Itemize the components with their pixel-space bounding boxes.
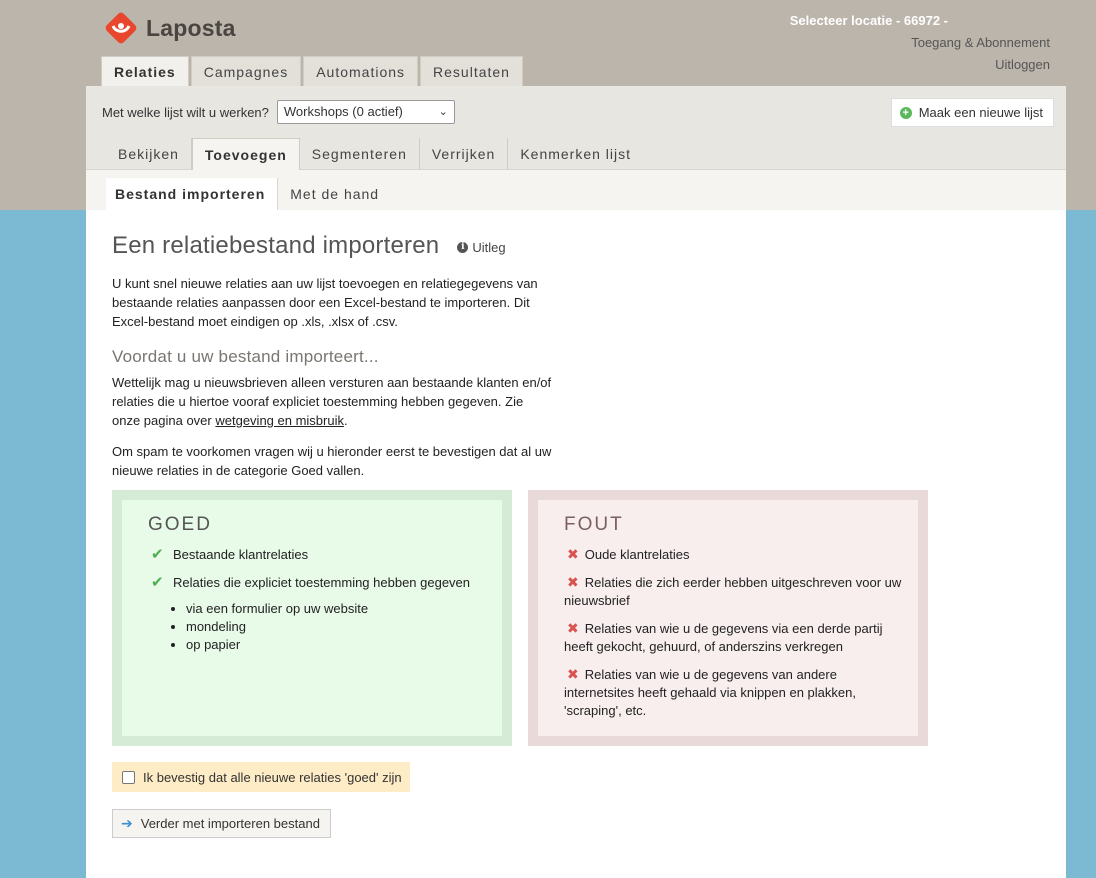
new-list-button-label: Maak een nieuwe lijst [918, 105, 1043, 120]
plus-icon: + [900, 107, 912, 119]
tab-segmenteren[interactable]: Segmenteren [300, 138, 420, 170]
tab-bekijken[interactable]: Bekijken [106, 138, 192, 170]
uitleg-label: Uitleg [472, 239, 506, 255]
list-item: • mondeling [186, 618, 482, 636]
list-item: • op papier [186, 636, 482, 654]
check-icon: ✔ [151, 546, 164, 563]
content-area [112, 232, 972, 480]
account-links [790, 10, 1050, 76]
confirm-label: Ik bevestig dat alle nieuwe relaties 'goed' zijn [143, 769, 402, 785]
chevron-down-icon: ⌄ [438, 106, 448, 118]
import-method-tabs [86, 170, 1066, 210]
tab-bestand-importeren[interactable]: Bestand importeren [106, 178, 278, 210]
list-picker-label: Met welke lijst wilt u werken? [102, 104, 269, 120]
bad-item: ✖ Relaties van wie u de gegevens via een derde partij heeft gekocht, gehuurd, of anderszins verkregen [564, 620, 883, 654]
logo[interactable] [104, 10, 236, 46]
cross-icon: ✖ [567, 620, 579, 636]
tab-campagnes[interactable]: Campagnes [191, 56, 302, 86]
spam-text: Om spam te voorkomen vragen wij u hieronder eerst te bevestigen dat al uw nieuwe relaties in de categorie Goed vallen. [112, 444, 552, 478]
cross-icon: ✖ [567, 546, 579, 562]
bad-item: ✖ Relaties die zich eerder hebben uitgeschreven voor uw nieuwsbrief [564, 574, 902, 608]
brand-name: Laposta [146, 14, 236, 41]
bad-item: ✖ Oude klantrelaties [567, 546, 690, 562]
bad-item: ✖ Relaties van wie u de gegevens van andere internetsites heeft gehaald via knippen en plakken, 'scraping', etc. [564, 666, 856, 718]
good-item: ✔ Bestaande klantrelaties [151, 546, 309, 563]
bad-box-title: FOUT [564, 514, 624, 535]
laposta-logo-icon [104, 11, 138, 45]
continue-button-label: Verder met importeren bestand [140, 816, 320, 831]
good-box-title: GOED [148, 514, 212, 535]
logout-link[interactable]: Uitloggen [995, 57, 1050, 72]
tab-verrijken[interactable]: Verrijken [420, 138, 508, 170]
cross-icon: ✖ [567, 574, 579, 590]
tab-toevoegen[interactable]: Toevoegen [192, 138, 300, 170]
sub-nav [106, 138, 643, 170]
list-toolbar [86, 86, 1066, 170]
tab-automations[interactable]: Automations [303, 56, 418, 86]
check-icon: ✔ [151, 574, 164, 591]
list-item: • via een formulier op uw website [186, 600, 482, 618]
continue-import-button[interactable] [112, 809, 331, 838]
access-subscription-link[interactable]: Toegang & Abonnement [911, 35, 1050, 50]
intro-text: U kunt snel nieuwe relaties aan uw lijst toevoegen en relatiegegevens van bestaande relaties aanpassen door een Excel-bestand te importeren. Dit Excel-bestand moet eindigen op .xls, .xlsx of .csv. [112, 276, 538, 329]
good-item: ✔ Relaties die expliciet toestemming hebben gegeven [151, 574, 471, 591]
info-icon: i [457, 242, 468, 253]
good-box [112, 490, 512, 746]
bad-box [528, 490, 928, 746]
section-subtitle: Voordat u uw bestand importeert... [112, 347, 379, 366]
location-selector[interactable]: Selecteer locatie - 66972 - [789, 13, 948, 28]
legal-text: Wettelijk mag u nieuwsbrieven alleen versturen aan bestaande klanten en/of relaties die u hiertoe vooraf expliciet toestemming hebben gegeven. Zie onze pagina over wetgeving en misbruik. [112, 375, 552, 428]
page-title: Een relatiebestand importeren [112, 232, 440, 259]
main-panel [86, 86, 1066, 878]
arrow-right-icon: ➔ [121, 815, 133, 831]
consent-methods-list [186, 600, 482, 654]
list-select-value: Workshops (0 actief) [283, 104, 403, 119]
checkbox[interactable] [122, 771, 135, 784]
tab-met-de-hand[interactable]: Met de hand [290, 186, 380, 202]
confirm-good-checkbox[interactable] [112, 762, 410, 792]
tab-resultaten[interactable]: Resultaten [420, 56, 523, 86]
legislation-link[interactable]: wetgeving en misbruik [215, 413, 344, 428]
good-bad-boxes [112, 490, 928, 746]
tab-kenmerken-lijst[interactable]: Kenmerken lijst [520, 146, 632, 162]
list-select[interactable] [277, 100, 455, 124]
main-nav [101, 56, 525, 86]
new-list-button[interactable] [891, 98, 1054, 127]
tab-relaties[interactable]: Relaties [101, 56, 189, 86]
uitleg-link[interactable] [457, 240, 505, 255]
cross-icon: ✖ [567, 666, 579, 682]
